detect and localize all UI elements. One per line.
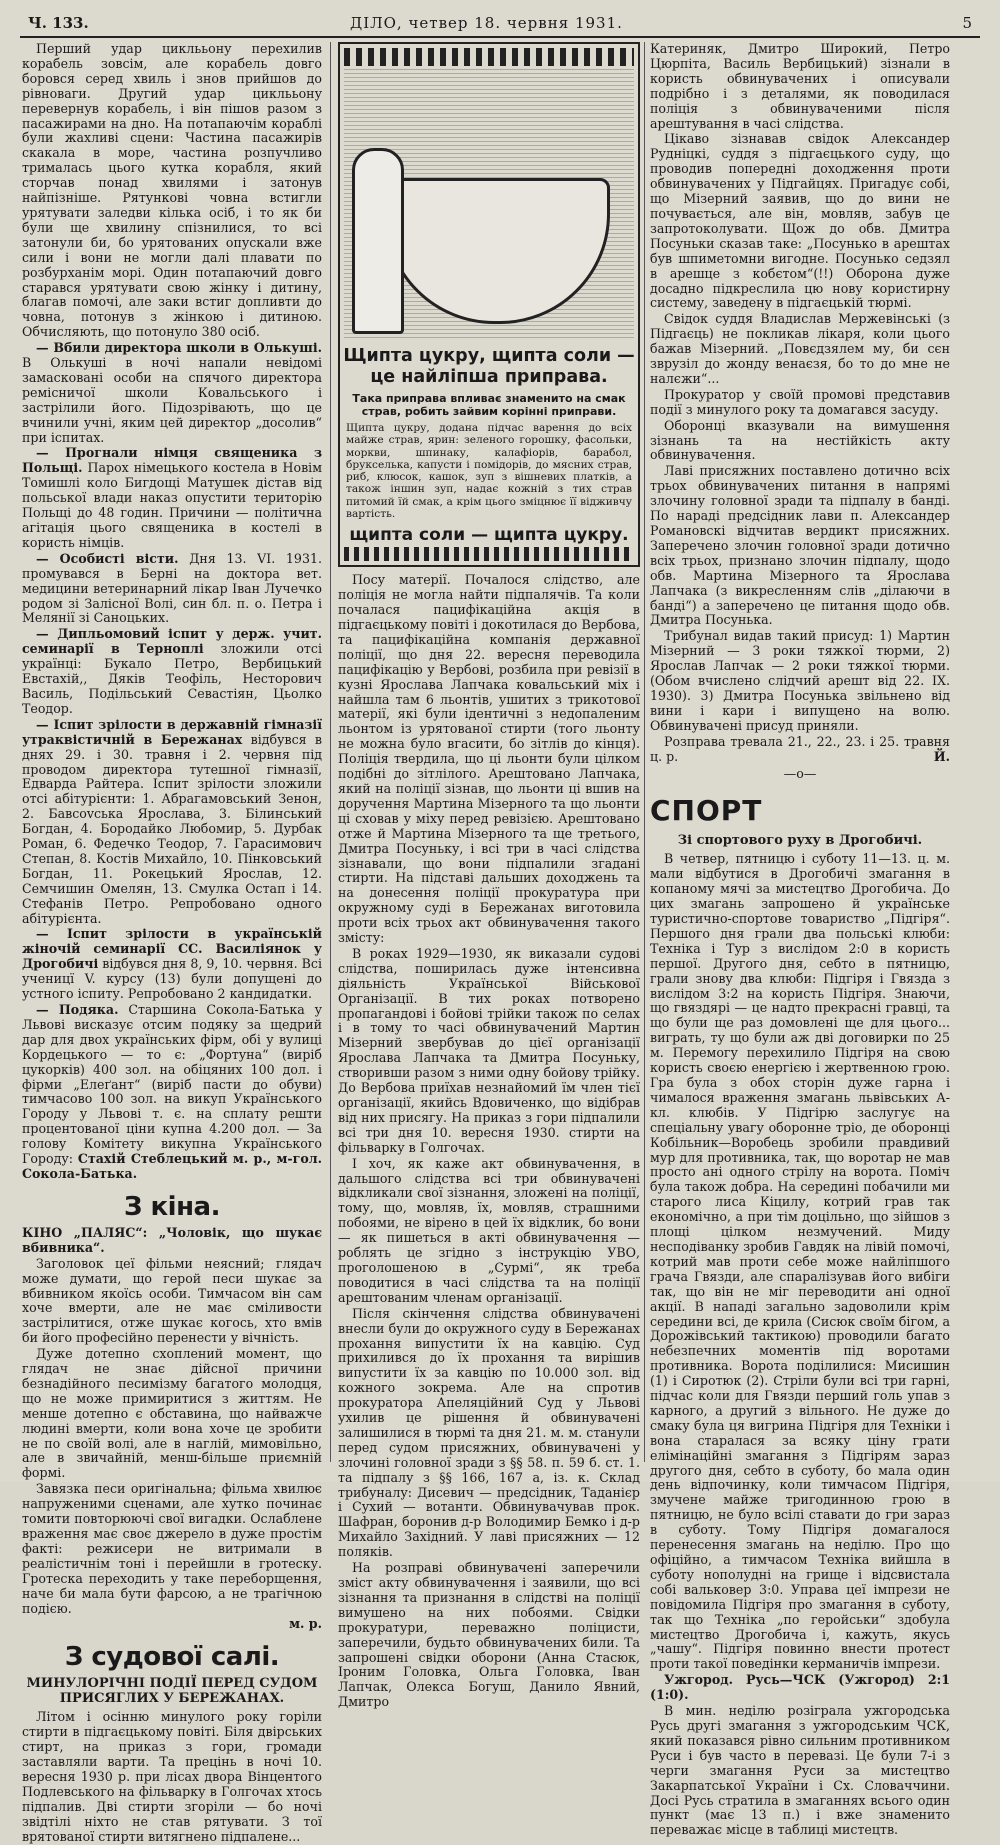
ad-headline: Щипта цукру, щипта соли — це найліпша приправа. (343, 346, 635, 387)
court-subheading: МИНУЛОРІЧНІ ПОДІЇ ПЕРЕД СУДОМ ПРИСЯГЛИХ У БЕРЕЖАНАХ. (26, 1676, 318, 1707)
court-paragraph: В роках 1929—1930, як виказали судові слідства, поширилась дуже інтенсивна діяльність Української Військової Організації. В тих роках потворено пропагандові і бойові трійки також по селах і в тому то часі обвинувачений Мартин Мізерний звербував до цієї організації Ярослава Лапчака та Дмитра Посуньку, створивши разом з ними одну бойову трійку. До Вербова приїхав незнайомий їм член тієї організації, якийсь Вдовиченко, що відібрав від них присягу. На приказ з гори підпалили всі три дня 10. вересня 1930. стирти на фільварку в Голгочах. (338, 945, 640, 1155)
column-right (650, 41, 950, 1838)
divider: —о— (783, 765, 817, 781)
ad-footer: щипта соли — щипта цукру. (349, 525, 629, 546)
ad-body: Щипта цукру, додана підчас варення до всіх майже страв, ярин: зеленого горошку, фасольки, моркви, шпинаку, калафіорів, барабол, брукселька, капусти і помідорів, до мясних страв, риб, клюсок, кашок, зуп з вішневих платків, а також іншин зуп, надає кожній з тих страв питомий їй смак, а крім цього зміцнює її відживчу вартість. (346, 422, 632, 521)
court-paragraph: Оборонці вказували на вимушення зізнань та на нестійкість акту обвинувачення. (650, 417, 950, 463)
court-paragraph: Прокуратор у своїй промові представив події з минулого року та домагався засуду. (650, 386, 950, 417)
salt-and-sugar-illustration (344, 68, 634, 338)
news-item: — Вбили директора школи в Олькуші. В Олькуші в ночі напали невідомі замасковані особи на спячого директора ремісничої школи Ковальського і застрілили його. Підозрівають, що це вчинили учні, яким цей директор „досолив“ при іспитах. (22, 340, 322, 445)
column-rule (330, 42, 331, 1462)
ad-border-pattern (344, 547, 634, 561)
court-paragraph: Посу матерії. Почалося слідство, але поліція не могла найти підпалячів. Та коли почалася пацифікаційна акція в підгаєцькому повіті і докотилася до Вербова, та пацифікаційна компанія державної поліції, що дня 22. вересня переводила пацифікацію у Вербові, розбила при ревізії в кузні Ярослава Лапчака ковальський міх і найшла там 6 льонтів, ушитих з трикотової матерії, які були ідентичні з недопаленим льонтом із урятованої стирти (того льонту не можна було вгасити, бо зітлів до кінця). Поліція твердила, що ці льонти були цілком подібні до зітлілого. Арештовано Лапчака, який на поліції зізнав, що льонти ці вшив на доручення Мартина Мізерного та що льонти ці сховав у міху перед ревізією. Арештовано отже й Мартина Мізерного та ще третього, Дмитра Посуньку, і всі три в часі слідства зізнавали, що вони підпалили згадані стирти. На підставі дальших доходжень та на донесення поліції прокуратура при окружному суді в Бережанах виготовила проти всіх трьох акт обвинувачення такого змісту: (338, 572, 640, 946)
sport-match-title: Ужгород. Русь—ЧСК (Ужгород) 2:1 (1:0). (650, 1672, 950, 1703)
review-title: КІНО „ПАЛЯС“: „Чоловік, що шукає вбивника“. (22, 1224, 322, 1255)
sport-subheading: Зі спортового руху в Дрогобичі. (677, 833, 923, 849)
court-paragraph: Свідок суддя Владислав Мержевінські (з Підгаєць) не покликав лікаря, коли цього бажав Мізерний. „Повєдзялем му, би сєн зврузіл до жонду венаєзя, бо то до мне не налєжи“... (650, 311, 950, 386)
review-signature: м. р. (289, 1616, 322, 1632)
review-paragraph: Завязка песи оригінальна; фільма хвилює напруженими сценами, але хутко починає томити повторюючі свої вигадки. Ослаблене враження має своє джерело в дуже простім факті: режисери не витримали в реалістичнім тоні і перейшли в гротеску. Гротеска переходить у таке переборщення, наче би мала бути фарсою, а не трагічною подією. (22, 1481, 322, 1616)
review-paragraph: Заголовок цеї фільми неясний; глядач може думати, що герой песи шукає за вбивником якоїсь особи. Тимчасом він сам хоче вмерти, але не має сміливости застрілитися, отже шукає когось, хто вмів би його професійно перенести у вічність. (22, 1255, 322, 1346)
section-heading-sport: СПОРТ (650, 794, 763, 828)
review-paragraph: Дуже дотепно схоплений момент, що глядач не знає дійсної причини безнадійного песимізму багатого молодця, що не може примиритися з життям. Не менше дотепно є обставина, що найважче людині вмерти, коли вона хоче це зробити не по своїй волі, але в наглій, мимовільно, але в звичайній, менш-більше приємній формі. (22, 1346, 322, 1481)
column-rule (644, 42, 645, 1462)
advertisement (338, 42, 640, 567)
column-middle (338, 42, 640, 1710)
masthead-date: ДІЛО, четвер 18. червня 1931. (350, 14, 623, 32)
court-verdict: Трибунал видав такий присуд: 1) Мартин Мізерний — 3 роки тяжкої тюрми, 2) Ярослав Лапчак — 2 роки тяжкої тюрми. (Обом вчислено слідчий арешт від 22. IX. 1930). 3) Дмитра Посунька звільнено від вини і кари і випущено на волю. Обвинувачені присуд приняли. (650, 628, 950, 733)
court-paragraph: На розправі обвинувачені заперечили зміст акту обвинувачення і заявили, що всі зізнання та признання в слідстві на поліції вимушено на них побоями. Свідки прокуратури, переважно поліцисти, заперечили, будьто обвинувачених били. Та запрошені свідки оборони (Анна Стасюк, Іроним Головка, Ольга Головка, Іван Лапчак, Олекса Богуш, Данило Явний, Дмитро (338, 1560, 640, 1710)
sport-paragraph: В мин. неділю розіграла ужгородська Русь другі змагання з ужгородським ЧСК, який показався рівно сильним противником Руси і був часто в перевазі. Це були 7-і з черги змагання Руси за мистецтво Закарпатської України і Сх. Словаччини. Досі Русь стратила в змаганнях всього один пункт (має 13 п.) і вже знаменито переважає місце в таблиці мистецтв. (650, 1703, 950, 1838)
salt-shaker-icon (352, 148, 404, 334)
section-heading-cinema: З кіна. (124, 1191, 220, 1222)
page-header (20, 12, 980, 38)
news-item: — Дипльомовий іспит у держ. учит. семинарії в Терноплі зложили отсі українці: Букало Петро, Вербицький Евстахій,, Дяків Теофіль, Несторович Василь, Подільський Севастіян, Цьолко Теодор. (22, 626, 322, 716)
news-item: — Іспит зрілости в українській жіночій семинарії СС. Василіянок у Дрогобичі відбувся дня 8, 9, 10. червня. Всі ученицї V. курсу (13) були допущені до устного іспиту. Репробовано 2 кандидатки. (22, 926, 323, 1002)
court-paragraph: Літом і осінню минулого року горіли стирти в підгаєцькому повіті. Біля двірських стирт, на приказ з гори, громади заставляли варти. Та прецінь в ночі 10. вересня 1930 р. при лісах двора Вінцентого Подлевського на фільварку в Голгочах хтось підпалив. Дві стирти згоріли — бо ночі звідтілі ніхто не став рятувати. З тої врятованої стирти витягнено підпалене... (22, 1709, 322, 1844)
news-item: — Подяка. Старшина Сокола-Батька у Львові висказує отсим подяку за щедрий дар для двох українських фірм, обі у вулиці Кордецького — то є: „Фортуна“ (виріб цукорків) 400 зол. на обіцяних 100 дол. і фірми „Елеґант“ (виріб пасти до обуви) тимчасово 100 зол. на викуп Українського Городу у Львові т. є. на сплату решти процентованої ціни купна 4.200 дол. — За голову Комітету викупна Українського Городу: Стахій Стеблецький м. р., м-гол. Сокола-Батька. (22, 1002, 322, 1181)
court-paragraph: І хоч, як каже акт обвинувачення, в дальшого слідства всі три обвинувачені відкликали свої зізнання, зложені на поліції, тому, що, мовляв, їх, мовляв, страшними побоями, не вірено в цей їх відклик, бо вони — як пишеться в акті обвинувачення — роблять це згідно з інструкцію УВО, проголошеною в „Сурмі“, як треба поводитися в часі слідства та на поліції арештованим членам організації. (338, 1155, 640, 1305)
sport-paragraph: В четвер, пятницю і суботу 11—13. ц. м. мали відбутися в Дрогобичі змагання в копаному мячі за мистецтво Дрогобича. До цих змагань запрошено й українське туристично-спортове товариство „Підгіря“. Першого дня грали два польські клюби: Техніка і Тур з вислідом 2:0 в користь першої. Другого дня, себто в пятницю, грали знову два клюби: Підгіря і Гвязда з вислідом 3:2 на користь Підгіря. Знаючи, що гвяздярі — це надто прекрасні гравці, та що були ще раз домовлені ще для цього... виграть, ту що були аж дві договирки по 25 м. Перемогу перехилило Підгіря на свою користь своєю енергією і жертвенною грою. Гра була з обох сторін дуже гарна і чималося враження змагань львівських А-кл. клюбів. У Підгірю заслугує на спеціальну увагу оборонне тріо, де оборонці Кобільник—Воробець зробили правдивий мур для противника, так, що воротар не мав просто ані одного стрілу на ворота. Поміч була також добра. На середині побачили ми старого лиса Кіцилу, котрий грав так економічно, а при тім доцільно, що зійшов з площі цілком незмучений. Миду несподіванку зробив Гавдяк на лівій помочі, котрий мав проти себе може найліпшого грача Гвязди, але спаралізував його вибіги так, що він не міг переводити ані одної акції. В нападі загально задоволили крім середини всі, де крила (Сисюк своїм бігом, а Дорожівський тактикою) проводили багато небезпечних моментів під воротами противника. Ворота поділилися: Мисишин (1) і Сиротюк (2). Стріли були всі три гарні, підчас коли для Гвязди перший голь упав з карного, а другий з вільного. Не дуже до смаку була ця вигрина Підгіря для Техніки і вона старалася за всяку ціну грати елімінаційні змагання з Підгірям зараз другого дня, себто в суботу, бо мала один день відпочинку, коли тимчасом Підгіря, змучене майже тригодинною грою в пятницю, не було всілі ставати до гри зараз в суботу. Тому Підгіря домагалося перенесення змагань на неділю. Про що офіційно, а тимчасом Техніка вийшла в суботу нополудні на грище і відсвистала собі вальковер 3:0. Управа цеї імпрези не повідомила Підгіря про змагання в суботу, так що Техніка „по геройськи“ здобула мистецтво Дрогобича і, кажуть, якусь „чашу“. Підгіря повинно внести протест проти такої поведінки керманичів імпрези. (650, 851, 950, 1672)
court-paragraph: Розправа тревала 21., 22., 23. і 25. травня ц. р. Й. (650, 733, 950, 764)
news-item: — Прогнали німця священика з Польщі. Парох німецького костела в Новім Томишлі коло Бигдощі Матушек дістав від польської влади наказ опустити територію Польщі до 48 годин. Причини — політична агітація цього священика в костелі в користь німців. (22, 445, 322, 550)
court-paragraph: Катериняк, Дмитро Широкий, Петро Цюрпіта, Василь Вербицький) зізнали в користь обвинувачених і описували подрібно і з деталями, як поводилася поліція з обвинуваченими після арештування в часі слідства. (650, 41, 950, 131)
news-item: — Особисті вісти. Дня 13. VI. 1931. промувався в Берні на доктора вет. медицини ветеринарний лікар Іван Лучечко родом зі Залісної Волі, син бл. п. о. Петра і Мелянії зі Саноцьких. (22, 550, 322, 626)
sugar-bowl-icon (384, 178, 610, 324)
column-left (22, 41, 323, 1844)
news-item: — Іспит зрілости в державній гімназії утраквістичній в Бережанах відбувся в днях 29. і 30. травня і 2. червня під проводом директора тутешної гімназії, Едварда Райтера. Іспит зрілости зложили отсі абітурієнти: 1. Абрагамовський Зенон, 2. Бавcovська Ярослава, 3. Білинський Богдан, 4. Бородайко Любомир, 5. Дурбак Роман, 6. Федечко Теодор, 7. Гарасимович Степан, 8. Костів Михайло, 10. Пінковський Богдан, 11. Рокецький Ярослав, 12. Семчишин Омелян, 13. Смулка Остап і 14. Стефанів Петро. Репробовано одного абітурієнта. (22, 716, 322, 926)
court-paragraph: Цікаво зізнавав свідок Александер Рудніцкі, суддя з підгаєцького суду, що проводив попередні доходження проти обвинувачених у Підгайцях. Пригадує собі, що Мізерний заявив, що до вини не почувається, але він, мовляв, забув це запротоколувати. Щож до обв. Дмитра Посуньки сказав таке: „Посунько в арештах був шпиметомни вигодне. Посунько седзял в арешце з кобєтом“(!!) Оборона дуже досадно підкреслила цю нову користирну систему, заведену в підгаєцькій тюрмі. (650, 131, 950, 311)
ad-border-pattern (344, 48, 634, 66)
page-number: 5 (962, 14, 972, 32)
section-heading-court: З судової салі. (64, 1642, 280, 1673)
court-paragraph: Після скінчення слідства обвинувачені внесли були до окружного суду в Бережанах прохання випустити їх на кавцію. Суд прихилився до їх прохання та вирішив випустити їх за кавцію по 10.000 зол. від кожного зокрема. Але на спротив прокуратора Апеляційний Суд у Львові ухилив це рішення й обвинувачені залишилися в тюрмі та дня 21. м. м. станули перед судом присяжних, обвинувачені у злочині головної зради з §§ 58. п. 59 б. ст. 1. та підпалу з §§ 166, 167 а, із. к. Склад трибуналу: Дисевич — предсідник, Таданієр і Сухий — вотанти. Обвинувачував прок. Шафран, боронив д-р Володимир Бемко і д-р Михайло Західний. У лаві присяжних — 12 поляків. (338, 1305, 640, 1560)
court-paragraph: Лаві присяжних поставлено дотично всіх трьох обвинувачених питання в напрямі злочину головної зради та підпалу в банді. По нараді предсідник лави п. Александер Романовскі відчитав вердикт присяжних. Заперечено злочин головної зради дотично всіх трьох, признано злочин підпалу, щодо обв. Мартина Мізерного та Ярослава Лапчака (з викресленням слів „ділаючи в банді“) а заперечено це питання щодо обв. Дмитра Посунька. (650, 463, 950, 628)
issue-number: Ч. 133. (28, 14, 89, 32)
ad-subheadline: Така приправа впливає знаменито на смак страв, робить зайвим корінні приправи. (352, 392, 626, 418)
article-paragraph: Перший удар циклььону перехилив корабель зовсім, але корабель довго боровся серед хвиль і знов прийшов до рівноваги. Другий удар циклььону перевернув корабель, і він пішов разом з пасажирами на дно. На потапаючім кораблі були жахливі сцени: Частина пасажирів скакала в море, частина розпучливо трималась цього кутка корабля, який сторчав понад хвилями і затонув найпізніше. Рятункові човна встигли урятувати заледви кілька осіб, і то як би були ще хвилину спізнилися, то всі затонули би, бо урятованих опускали вже сили і вони не могли далі плавати по розбурханім морі. Один потапаючий довго старався урятувати свою жінку і дитину, благав помочі, але заки встиг допливти до човна, потонув з жінкою і дитиною. Обчисляють, що потонуло 380 осіб. (22, 41, 322, 340)
